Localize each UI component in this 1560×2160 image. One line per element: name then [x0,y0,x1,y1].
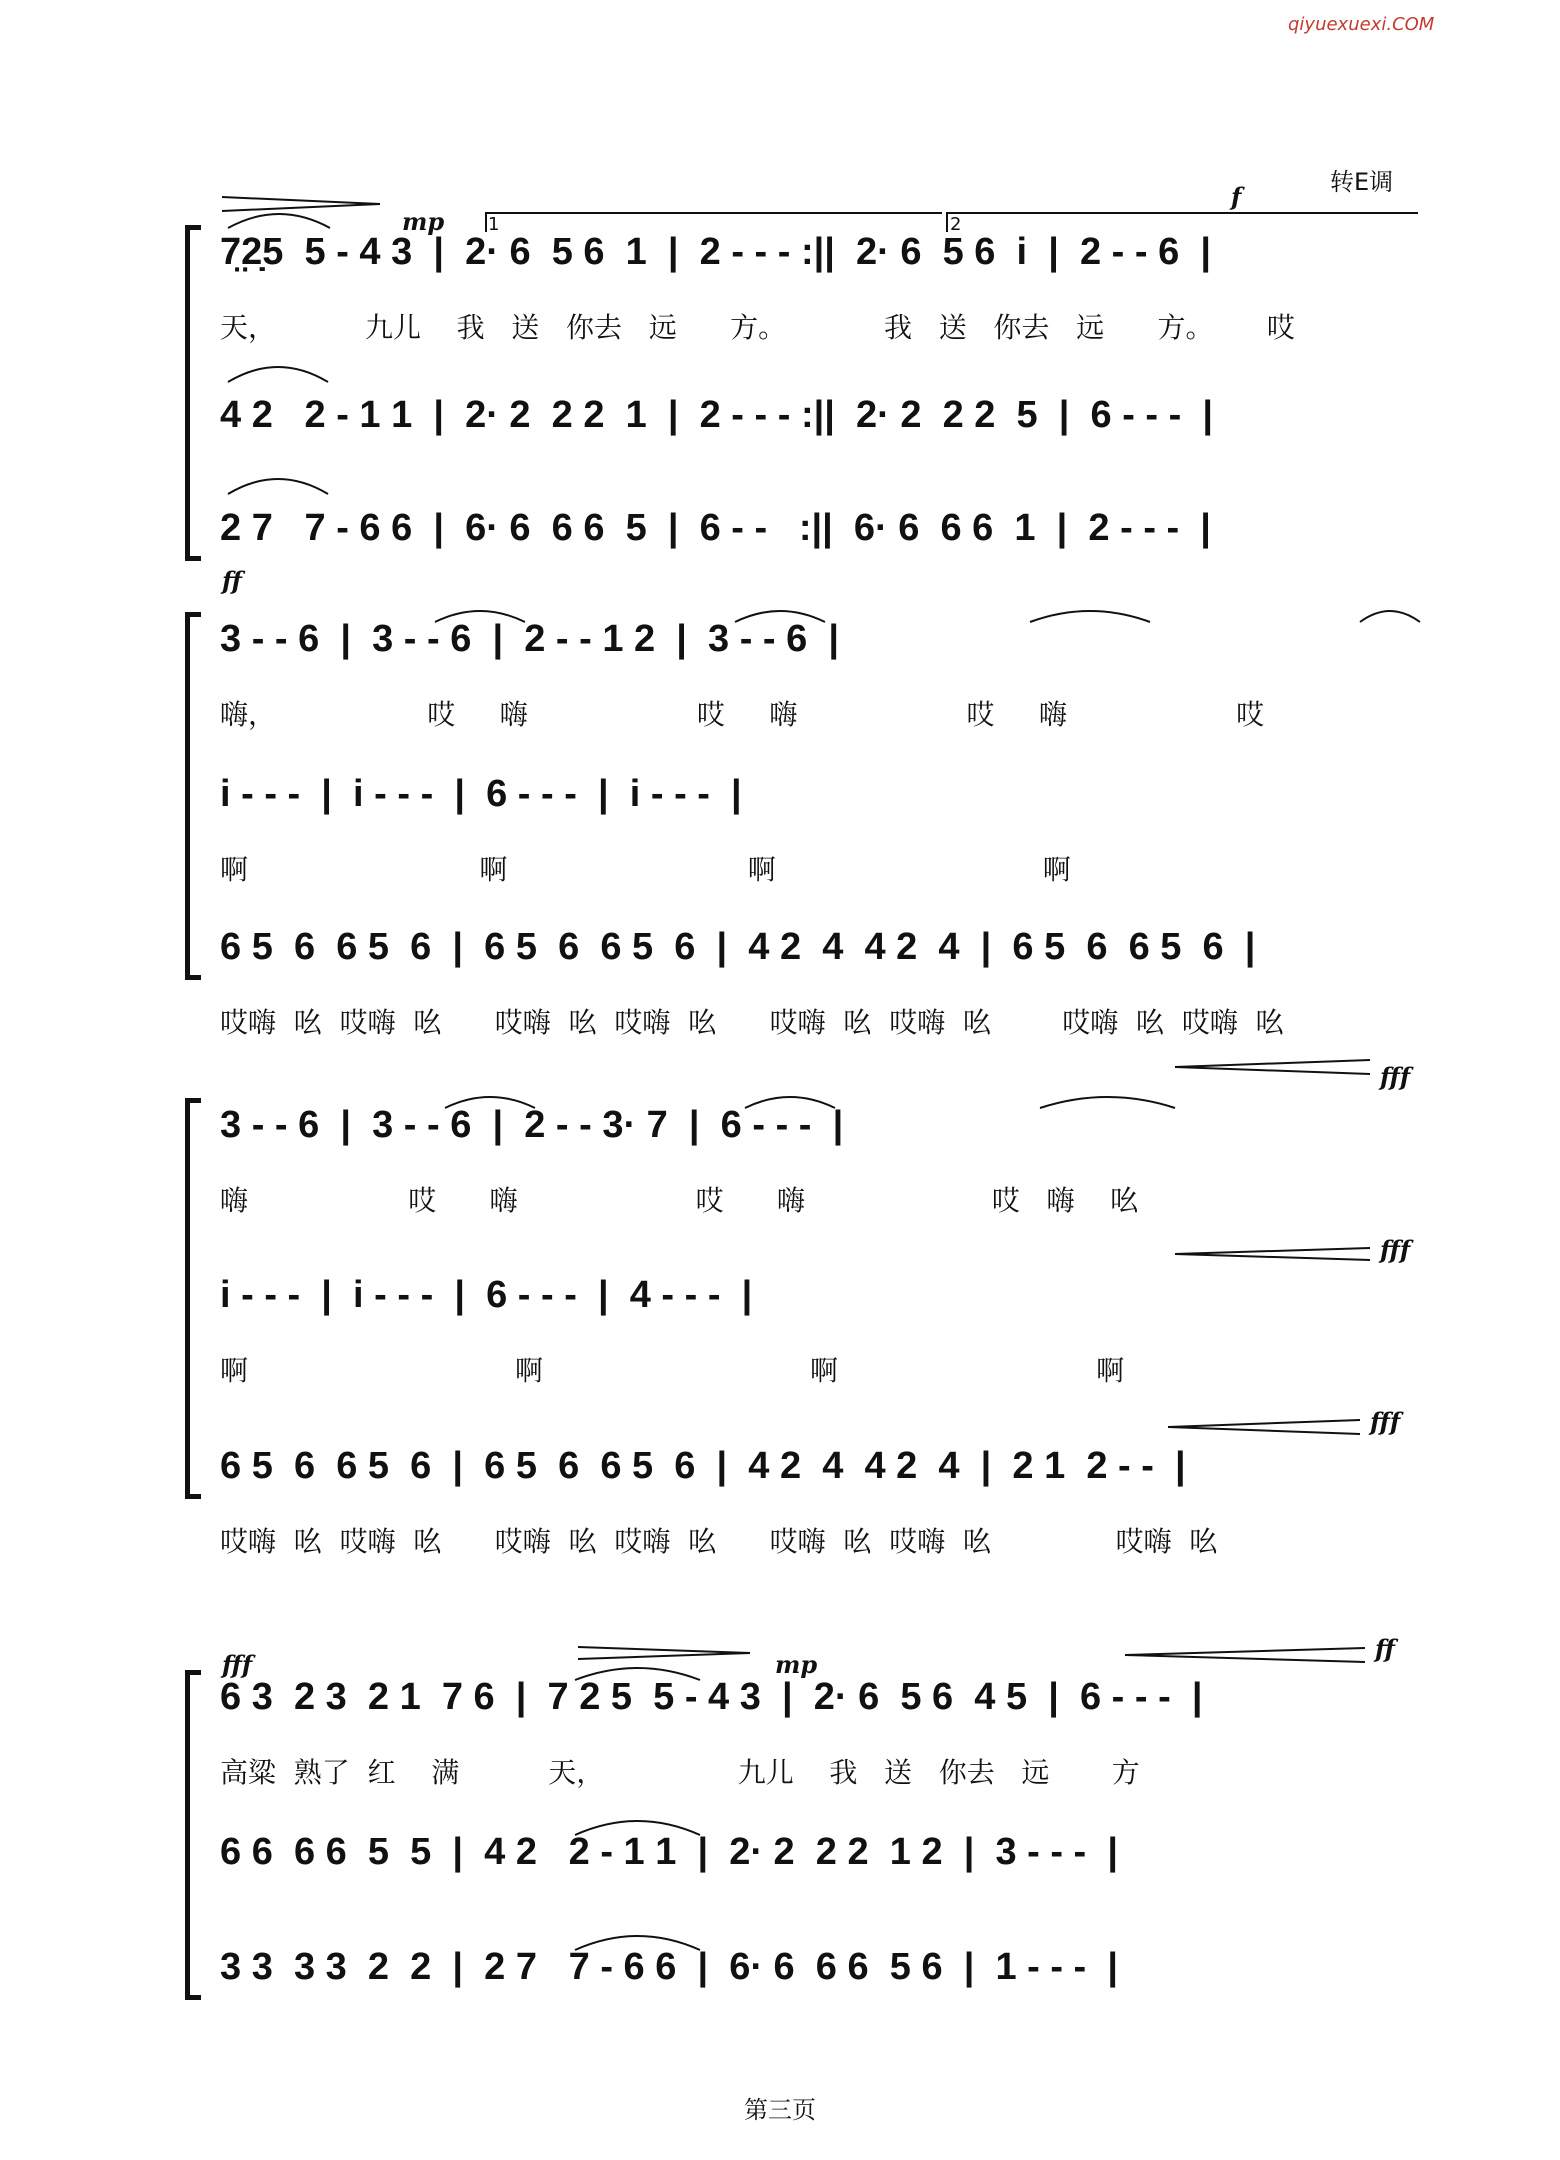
key-change-label: 转E调 [1330,168,1394,196]
lyric-row: 啊 啊 啊 啊 [220,853,1071,886]
slur [228,479,328,494]
lyric-row: 嗨， 哎 嗨 哎 嗨 哎 嗨 哎 [220,698,1265,731]
lyric-row: 哎嗨 吆 哎嗨 吆 哎嗨 吆 哎嗨 吆 哎嗨 吆 哎嗨 吆 哎嗨 吆 [220,1525,1218,1558]
volta-1-label: 1 [488,214,500,235]
staff-row: 4 2 2 - 1 1 | 2· 2 2 2 1 | 2 - - - :|| 2· 2 2 2 5 | 6 - - - | [220,394,1214,436]
decrescendo-hairpin [222,197,380,204]
slur [575,1668,700,1680]
lyric-row: 高粱 熟了 红 满 天， 九儿 我 送 你去 远 方 [220,1756,1140,1789]
crescendo-hairpin [1175,1060,1370,1067]
slur [735,611,825,622]
slur [575,1821,700,1835]
crescendo-hairpin [1175,1067,1370,1074]
dynamic-mp: mp [402,207,445,236]
slur [228,367,328,382]
staff-row: 6 5 6 6 5 6 | 6 5 6 6 5 6 | 4 2 4 4 2 4 | 6 5 6 6 5 6 | [220,926,1256,968]
lyric-row: 天， 九儿 我 送 你去 远 方。 我 送 你去 远 方。 哎 [220,311,1295,344]
dynamic-fff: fff [222,1650,253,1679]
crescendo-hairpin [1175,1254,1370,1260]
slur [575,1936,700,1950]
staff-row: 2 7 7 - 6 6 | 6· 6 6 6 5 | 6 - - :|| 6· 6 6 6 1 | 2 - - - | [220,507,1211,549]
staff-row: i - - - | i - - - | 6 - - - | 4 - - - | [220,1274,753,1316]
decrescendo-hairpin [222,204,380,211]
crescendo-hairpin [1175,1248,1370,1254]
crescendo-hairpin [1125,1655,1365,1662]
dynamic-mp: mp [775,1650,818,1679]
dynamic-fff: fff [1380,1062,1411,1091]
crescendo-hairpin [1125,1648,1365,1655]
decrescendo-hairpin [578,1647,750,1653]
dynamic-ff: ff [222,566,242,595]
lyric-row: 啊 啊 啊 啊 [220,1354,1125,1387]
slur [435,611,525,622]
staff-row: 6 5 6 6 5 6 | 6 5 6 6 5 6 | 4 2 4 4 2 4 | 2 1 2 - - | [220,1445,1186,1487]
volta-2-label: 2 [950,214,962,235]
slur [228,214,330,228]
staff-row: i - - - | i - - - | 6 - - - | i - - - | [220,773,742,815]
staff-row: 6 6 6 6 5 5 | 4 2 2 - 1 1 | 2· 2 2 2 1 2 | 3 - - - | [220,1831,1118,1873]
slur [1040,1097,1175,1108]
slur [745,1097,835,1108]
dynamic-ff: ff [1375,1634,1395,1663]
lyric-row: 哎嗨 吆 哎嗨 吆 哎嗨 吆 哎嗨 吆 哎嗨 吆 哎嗨 吆 哎嗨 吆 哎嗨 吆 [220,1006,1284,1039]
staff-row: 6 3 2 3 2 1 7 6 | 7 2 5 5 - 4 3 | 2· 6 5 6 4 5 | 6 - - - | [220,1676,1203,1718]
lyric-row: 嗨 哎 嗨 哎 嗨 哎 嗨 吆 [220,1184,1139,1217]
staff-row: 7̤2̣5 5 - 4 3 | 2· 6 5 6 1 | 2 - - - :|| 2· 6 5 6 i | 2 - - 6 | [220,231,1211,273]
staff-row: 3 - - 6 | 3 - - 6 | 2 - - 3· 7 | 6 - - - | [220,1104,844,1146]
slur [445,1097,535,1108]
dynamic-fff: fff [1370,1407,1401,1436]
page-footer: 第三页 [744,2096,816,2124]
crescendo-hairpin [1168,1427,1360,1434]
staff-row: 3 3 3 3 2 2 | 2 7 7 - 6 6 | 6· 6 6 6 5 6 | 1 - - - | [220,1946,1118,1988]
decrescendo-hairpin [578,1653,750,1659]
staff-row: 3 - - 6 | 3 - - 6 | 2 - - 1 2 | 3 - - 6 | [220,618,840,660]
watermark: qiyuexuexi.COM [1288,14,1435,35]
slur [1360,611,1420,622]
dynamic-f: f [1231,182,1242,211]
crescendo-hairpin [1168,1420,1360,1427]
dynamic-fff: fff [1380,1235,1411,1264]
slur [1030,611,1150,622]
